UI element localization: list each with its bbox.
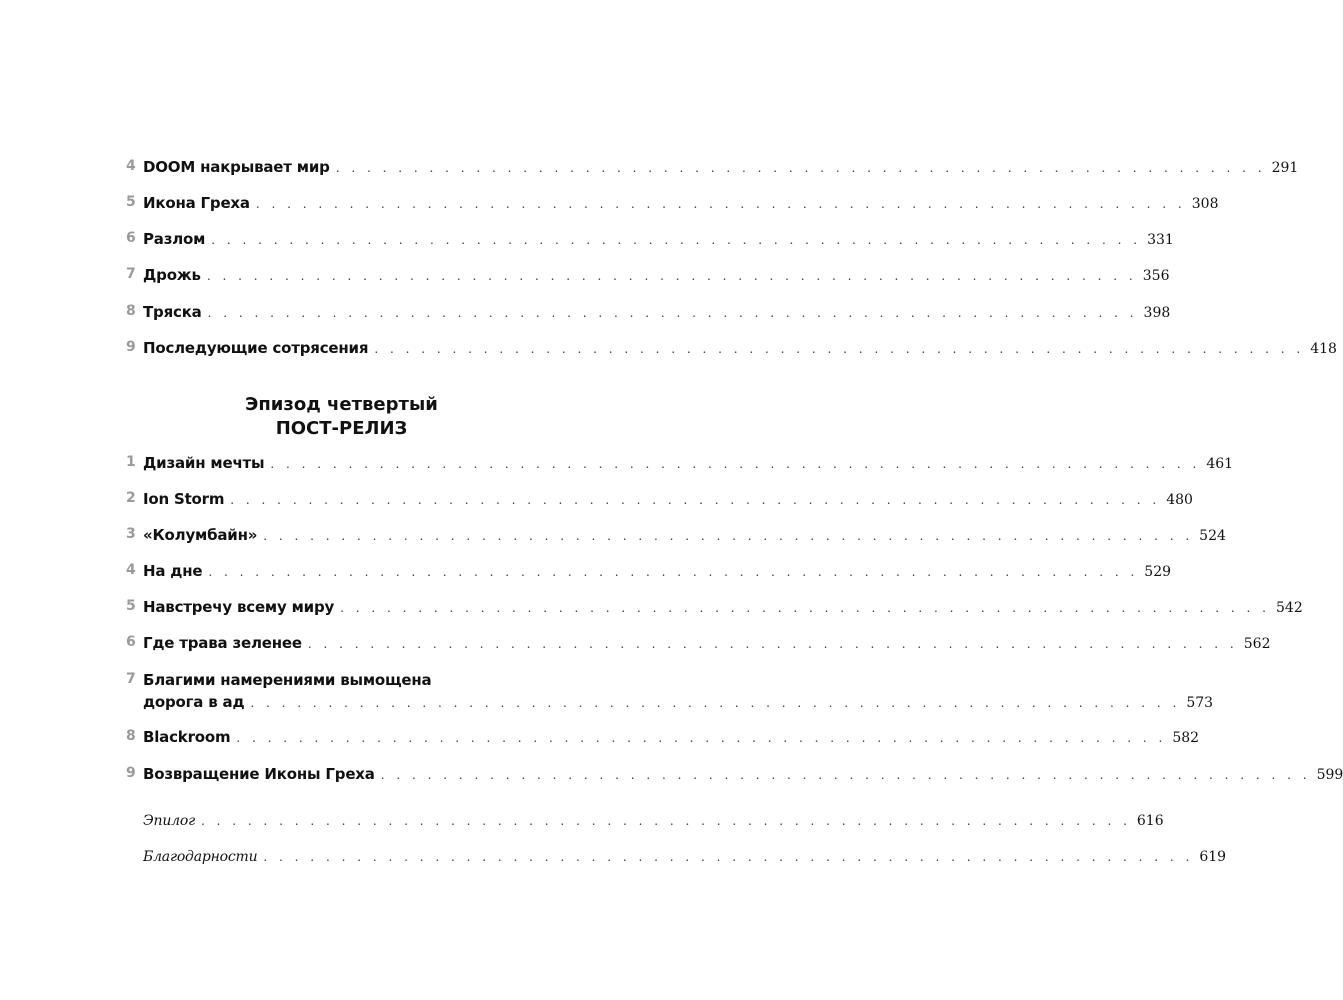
page-number: 542 — [1276, 600, 1303, 616]
chapter-number: 3 — [126, 526, 136, 542]
dot-leader: . . . . . . . . . . . . . . . . . . . . . . . . . . . . . . . . . . . . . . . . . . . . . . . . . . . . . . . . . . . . — [207, 306, 1138, 320]
chapter-number: 4 — [126, 562, 136, 578]
episode-subtitle: ПОСТ-РЕЛИЗ — [275, 418, 408, 439]
page-number: 331 — [1147, 232, 1174, 248]
chapter-title: «Колумбайн» — [143, 526, 258, 544]
chapter-title-line1: Благими намерениями вымощена — [143, 671, 432, 689]
chapter-number: 7 — [126, 671, 136, 687]
chapter-title: Последующие сотрясения — [143, 339, 369, 357]
page-number: 291 — [1271, 160, 1299, 176]
chapter-title: Навстречу всему миру — [143, 598, 335, 616]
page-number: 398 — [1143, 305, 1171, 321]
page-number: 524 — [1199, 528, 1226, 544]
chapter-number: 6 — [126, 634, 136, 650]
page-number: 562 — [1243, 636, 1271, 652]
chapter-title: Икона Греха — [143, 194, 250, 212]
chapter-title: На дне — [143, 562, 203, 580]
episode-heading — [0, 393, 683, 441]
chapter-title: Разлом — [143, 230, 206, 248]
dot-leader: . . . . . . . . . . . . . . . . . . . . . . . . . . . . . . . . . . . . . . . . . . . . . . . . . . . . . . . . . . . . — [263, 529, 1194, 543]
chapter-number: 1 — [126, 454, 136, 470]
dot-leader: . . . . . . . . . . . . . . . . . . . . . . . . . . . . . . . . . . . . . . . . . . . . . . . . . . . . . . . . . . . . — [230, 493, 1161, 507]
dot-leader: . . . . . . . . . . . . . . . . . . . . . . . . . . . . . . . . . . . . . . . . . . . . . . . . . . . . . . . . . . . . — [250, 696, 1181, 710]
dot-leader: . . . . . . . . . . . . . . . . . . . . . . . . . . . . . . . . . . . . . . . . . . . . . . . . . . . . . . . . . . . . — [200, 814, 1131, 828]
chapter-title: Возвращение Иконы Греха — [143, 765, 375, 783]
page-number: 582 — [1172, 730, 1200, 746]
episode-title: Эпизод четвертый — [245, 394, 438, 415]
dot-leader: . . . . . . . . . . . . . . . . . . . . . . . . . . . . . . . . . . . . . . . . . . . . . . . . . . . . . . . . . . . . — [208, 565, 1139, 579]
chapter-number: 8 — [126, 303, 136, 319]
chapter-number: 5 — [126, 194, 136, 210]
page-number: 599 — [1316, 767, 1343, 783]
page-number: 480 — [1166, 492, 1193, 508]
dot-leader: . . . . . . . . . . . . . . . . . . . . . . . . . . . . . . . . . . . . . . . . . . . . . . . . . . . . . . . . . . . . — [206, 269, 1137, 283]
dot-leader: . . . . . . . . . . . . . . . . . . . . . . . . . . . . . . . . . . . . . . . . . . . . . . . . . . . . . . . . . . . . — [335, 161, 1266, 175]
page-number: 529 — [1144, 564, 1172, 580]
page-number: 418 — [1310, 341, 1337, 357]
page-number: 356 — [1142, 268, 1170, 284]
dot-leader: . . . . . . . . . . . . . . . . . . . . . . . . . . . . . . . . . . . . . . . . . . . . . . . . . . . . . . . . . . . . — [374, 342, 1305, 356]
chapter-title: Blackroom — [143, 728, 231, 746]
chapter-number: 8 — [126, 728, 136, 744]
dot-leader: . . . . . . . . . . . . . . . . . . . . . . . . . . . . . . . . . . . . . . . . . . . . . . . . . . . . . . . . . . . . — [236, 731, 1167, 745]
dot-leader: . . . . . . . . . . . . . . . . . . . . . . . . . . . . . . . . . . . . . . . . . . . . . . . . . . . . . . . . . . . . — [211, 233, 1142, 247]
page-number: 619 — [1199, 849, 1227, 865]
chapter-title: Тряска — [143, 303, 202, 321]
chapter-title-line2: дорога в ад — [143, 693, 245, 711]
page-number: 461 — [1206, 456, 1234, 472]
page-number: 573 — [1186, 695, 1214, 711]
chapter-number: 4 — [126, 158, 136, 174]
chapter-title: Где трава зеленее — [143, 634, 302, 652]
chapter-number: 5 — [126, 598, 136, 614]
chapter-number: 6 — [126, 230, 136, 246]
chapter-number: 7 — [126, 266, 136, 282]
dot-leader: . . . . . . . . . . . . . . . . . . . . . . . . . . . . . . . . . . . . . . . . . . . . . . . . . . . . . . . . . . . . — [255, 197, 1186, 211]
chapter-title: Ion Storm — [143, 490, 225, 508]
chapter-title: Дизайн мечты — [143, 454, 265, 472]
dot-leader: . . . . . . . . . . . . . . . . . . . . . . . . . . . . . . . . . . . . . . . . . . . . . . . . . . . . . . . . . . . . — [380, 768, 1311, 782]
dot-leader: . . . . . . . . . . . . . . . . . . . . . . . . . . . . . . . . . . . . . . . . . . . . . . . . . . . . . . . . . . . . — [340, 601, 1270, 615]
page-number: 616 — [1136, 813, 1164, 829]
chapter-number: 9 — [126, 765, 136, 781]
backmatter-title: Благодарности — [143, 849, 258, 865]
chapter-title: DOOM накрывает мир — [143, 158, 330, 176]
dot-leader: . . . . . . . . . . . . . . . . . . . . . . . . . . . . . . . . . . . . . . . . . . . . . . . . . . . . . . . . . . . . — [307, 637, 1238, 651]
dot-leader: . . . . . . . . . . . . . . . . . . . . . . . . . . . . . . . . . . . . . . . . . . . . . . . . . . . . . . . . . . . . — [263, 850, 1194, 864]
chapter-title: Дрожь — [143, 266, 201, 284]
chapter-number: 2 — [126, 490, 136, 506]
backmatter-title: Эпилог — [143, 813, 195, 829]
page-number: 308 — [1191, 196, 1219, 212]
dot-leader: . . . . . . . . . . . . . . . . . . . . . . . . . . . . . . . . . . . . . . . . . . . . . . . . . . . . . . . . . . . . — [270, 457, 1201, 471]
chapter-number: 9 — [126, 339, 136, 355]
